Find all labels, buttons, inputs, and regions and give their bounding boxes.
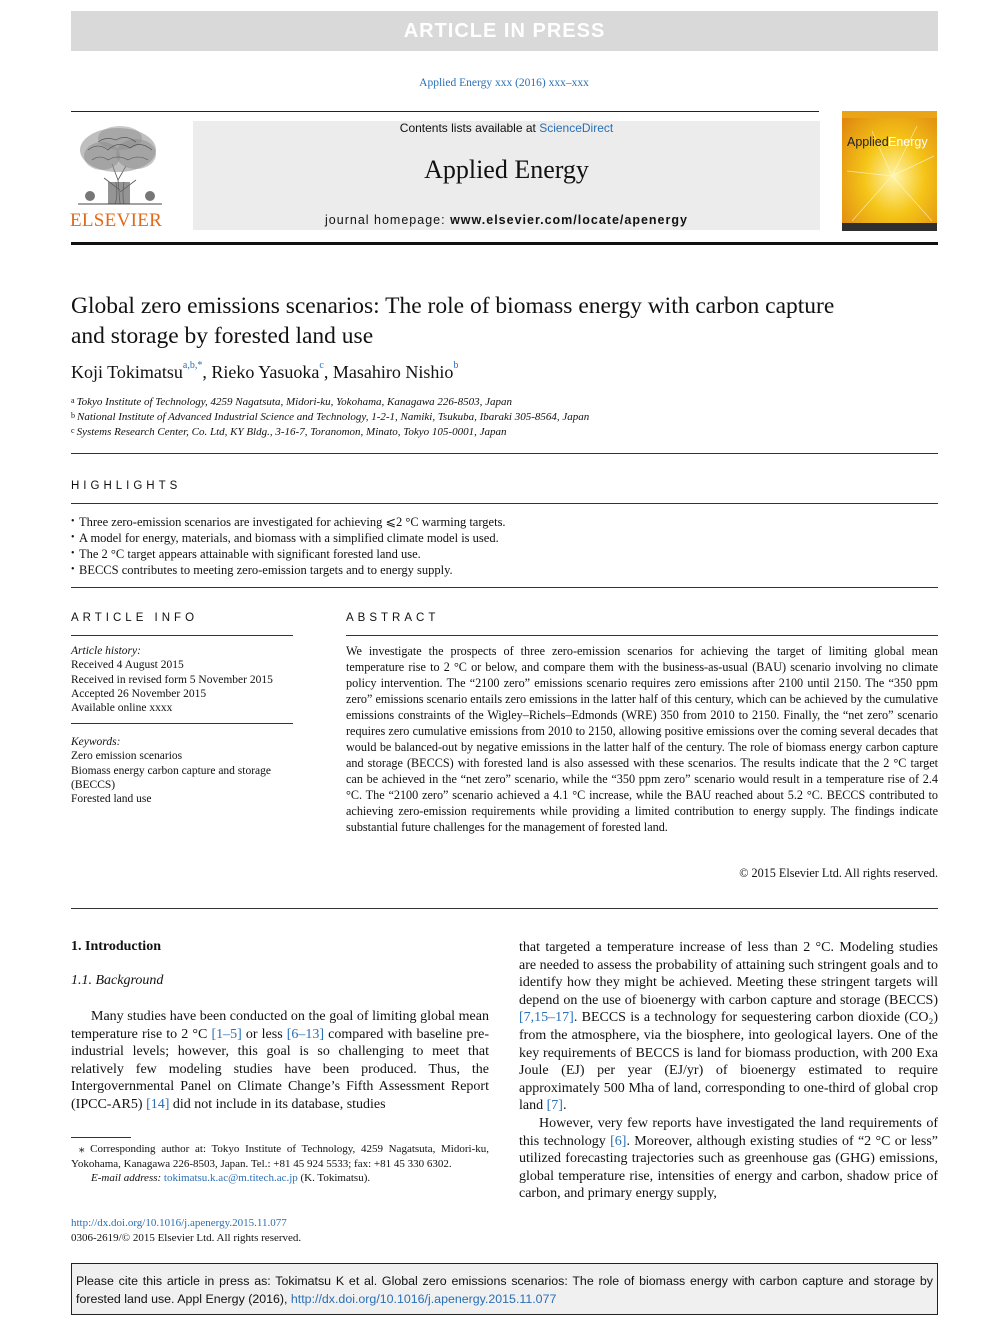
article-title: Global zero emissions scenarios: The role of biomass energy with carbon capture and storage by forested land use bbox=[71, 293, 835, 349]
citation-doi-link[interactable]: http://dx.doi.org/10.1016/j.apenergy.2015.11.077 bbox=[290, 1292, 557, 1306]
revised-date: Received in revised form 5 November 2015 bbox=[71, 673, 273, 686]
affiliation-a bbox=[71, 396, 871, 408]
author-separator: , bbox=[323, 362, 333, 382]
keyword: (BECCS) bbox=[71, 778, 116, 791]
article-in-press-banner: ARTICLE IN PRESS bbox=[71, 11, 938, 51]
email-link[interactable]: tokimatsu.k.ac@m.titech.ac.jp bbox=[163, 1172, 298, 1184]
affiliation-text: Tokyo Institute of Technology, 4259 Nagatsuta, Midori-ku, Yokohama, Kanagawa 226-8503, Japan bbox=[76, 396, 512, 408]
citation-box bbox=[71, 1263, 938, 1315]
text-run: that targeted a temperature increase of less than 2 °C. Modeling studies are needed to assess the probability of attaining such stringent goals and to identify how they might be achieved. Meeting these stringent targets will depend on the use of bioenergy with carbon capture and storage (BECCS) bbox=[519, 940, 938, 1008]
highlights-label: HIGHLIGHTS bbox=[71, 480, 182, 492]
article-info-column bbox=[71, 644, 293, 715]
text-run: However, very few reports have investigated the land requirements of this technology bbox=[519, 1115, 938, 1149]
subsection-heading-background: 1.1. Background bbox=[71, 973, 164, 988]
intro-paragraph-left bbox=[71, 1008, 489, 1114]
journal-name: Applied Energy bbox=[424, 155, 589, 184]
received-date: Received 4 August 2015 bbox=[71, 659, 184, 672]
homepage-url-link[interactable]: www.elsevier.com/locate/apenergy bbox=[450, 213, 688, 227]
keyword: Biomass energy carbon capture and storage bbox=[71, 764, 272, 777]
keywords-rule bbox=[71, 723, 293, 724]
highlights-bottom-rule bbox=[71, 587, 938, 588]
journal-reference-link[interactable]: Applied Energy xxx (2016) xxx–xxx bbox=[419, 77, 589, 89]
highlights-list bbox=[71, 514, 938, 578]
citation-link[interactable]: [1–5] bbox=[211, 1026, 242, 1042]
abstract-rule bbox=[346, 635, 938, 636]
affiliation-mark: c bbox=[71, 426, 75, 435]
citation-link[interactable]: [7] bbox=[546, 1098, 563, 1114]
abstract-label: ABSTRACT bbox=[346, 612, 440, 624]
keyword: Zero emission scenarios bbox=[71, 750, 183, 763]
corresponding-author-footnote bbox=[71, 1142, 489, 1186]
text-run: . BECCS is a technology for sequestering carbon dioxide (CO₂) from the atmosphere, via the biosphere, into geological layers. One of the key requirements of BECCS is land for biomass production, with 200 Exa Joule (EJ) per year (EJ/yr) of bioenergy estimated to require approximately 500 Mha of land, corresponding to one-third of global crop land bbox=[519, 1010, 938, 1114]
issn-copyright: 0306-2619/© 2015 Elsevier Ltd. All rights reserved. bbox=[71, 1232, 302, 1244]
abstract-bottom-rule bbox=[71, 908, 938, 909]
email-line bbox=[71, 1171, 489, 1186]
article-info-label: ARTICLE INFO bbox=[71, 612, 199, 624]
author-affiliation-mark[interactable]: c bbox=[319, 360, 324, 371]
highlight-item: • A model for energy, materials, and biomass with a simplified climate model is used. bbox=[71, 530, 938, 546]
highlights-rule bbox=[71, 503, 938, 504]
elsevier-wordmark: ELSEVIER bbox=[70, 210, 163, 231]
corresponding-author-text: ⁎ Corresponding author at: Tokyo Institute of Technology, 4259 Nagatsuta, Midori-ku, Yokohama, Kanagawa 226-8503, Japan. Tel.: +81 45 924 5533; fax: +81 45 330 6302. bbox=[71, 1143, 489, 1170]
affiliation-text: National Institute of Advanced Industrial Science and Technology, 1-2-1, Namiki, Tsukuba, Ibaraki 305-8564, Japan bbox=[77, 411, 590, 423]
homepage-prefix: journal homepage: bbox=[325, 213, 451, 227]
affiliation-c bbox=[71, 426, 871, 438]
doi-link[interactable]: http://dx.doi.org/10.1016/j.apenergy.2015.11.077 bbox=[71, 1217, 287, 1229]
intro-paragraph-right-1 bbox=[519, 939, 938, 1115]
highlight-item: • BECCS contributes to meeting zero-emission targets and to energy supply. bbox=[71, 562, 938, 578]
affiliation-mark: b bbox=[71, 411, 75, 420]
author-name: Koji Tokimatsu bbox=[71, 362, 183, 382]
citation-link[interactable]: [6–13] bbox=[286, 1026, 325, 1042]
author-name: Rieko Yasuoka bbox=[211, 362, 320, 382]
article-info-rule bbox=[71, 635, 293, 636]
author-separator: , bbox=[202, 362, 212, 382]
keywords-label: Keywords: bbox=[71, 736, 121, 748]
online-date: Available online xxxx bbox=[71, 702, 173, 715]
email-suffix: (K. Tokimatsu). bbox=[297, 1172, 371, 1184]
keyword: Forested land use bbox=[71, 793, 152, 806]
affiliation-mark: a bbox=[71, 396, 75, 405]
author-list bbox=[71, 362, 871, 383]
author-affiliation-mark[interactable]: a,b,* bbox=[182, 360, 203, 371]
text-run: or less bbox=[241, 1026, 287, 1042]
text-run: Many studies have been conducted on the goal of limiting global mean temperature rise to 2 °C bbox=[71, 1009, 489, 1042]
doi-block bbox=[71, 1216, 571, 1246]
text-run: compared with baseline pre-industrial levels; however, this goal is so challenging to meet that relatively few modeling studies have been produced. Thus, the Intergovernmental Panel on Climate Change’s Fifth Assessment Report (IPCC-AR5) bbox=[71, 1026, 489, 1112]
contents-prefix: Contents lists available at bbox=[399, 121, 540, 135]
cover-title-applied: Applied bbox=[847, 135, 889, 149]
highlight-item: • Three zero-emission scenarios are investigated for achieving ⩽2 °C warming targets. bbox=[71, 514, 938, 530]
accepted-date: Accepted 26 November 2015 bbox=[71, 687, 207, 700]
text-run: . Moreover, although existing studies of “2 °C or less” utilized forecasting trajectories such as greenhouse gas (GHG) emissions, global temperature rise, intensities of energy and carbon, shadow price of carbon, and primary energy supply, bbox=[519, 1133, 938, 1202]
header-bottom-rule bbox=[71, 242, 938, 245]
sciencedirect-link[interactable]: ScienceDirect bbox=[539, 121, 614, 135]
text-run: did not include in its database, studies bbox=[169, 1096, 386, 1112]
intro-paragraph-right-2 bbox=[519, 1115, 938, 1203]
citation-link[interactable]: [6] bbox=[610, 1133, 627, 1149]
abstract-copyright: © 2015 Elsevier Ltd. All rights reserved. bbox=[739, 866, 938, 880]
author-affiliation-mark[interactable]: b bbox=[453, 360, 459, 371]
text-run: . bbox=[562, 1098, 567, 1114]
intro-right-column bbox=[519, 939, 938, 1203]
header-top-rule bbox=[71, 111, 819, 112]
citation-text: Please cite this article in press as: Tokimatsu K et al. Global zero emissions scenarios: The role of biomass energy with carbon capture and storage by forested land use. Appl Energy (2016), bbox=[76, 1274, 933, 1306]
author-name: Masahiro Nishio bbox=[332, 362, 454, 382]
section-heading-introduction: 1. Introduction bbox=[71, 939, 161, 954]
citation-link[interactable]: [7,15–17] bbox=[519, 1010, 574, 1026]
history-label: Article history: bbox=[71, 645, 141, 657]
highlight-item: • The 2 °C target appears attainable with significant forested land use. bbox=[71, 546, 938, 562]
affiliation-text: Systems Research Center, Co. Ltd, KY Bldg., 3-16-7, Toranomon, Minato, Tokyo 105-0001, Japan bbox=[76, 426, 507, 438]
abstract-text: We investigate the prospects of three zero-emission scenarios for achieving the target of limiting global mean temperature rise to 2 °C or below, and compare them with the business-as-usual (BAU) scenario involving no climate policy intervention. The “2100 zero” emissions scenario requires zero emissions after 2100 until 2150. The “350 ppm zero” emissions scenario entails zero emissions in the latter half of this century, which can be achieved by the cumulative emissions constraints of the Wigley–Richels–Edmonds (WRE) 350 from 2010 to 2150. Finally, the “net zero” scenario requires zero cumulative emissions from 2010 to 2150, allowing positive emissions over the coming several decades that would be balanced-out by negative emissions in the latter half of the century. The role of biomass energy carbon capture and storage (BECCS) with forested land is also assessed with these scenarios. The results indicate that the 2 °C target can be achieved in the “net zero” scenario, while the “350 ppm zero” scenario would result in a temperature rise of 2.4 °C. The “2100 zero” scenario achieved a 4.1 °C increase, while the BAU reached about 5.2 °C. BECCS contributed to achieving zero-emission requirements while providing a limited contribution to energy supply. The findings indicate substantial future challenges for the management of forested land. bbox=[346, 644, 938, 834]
citation-link[interactable]: [14] bbox=[146, 1096, 170, 1112]
journal-cover-thumbnail[interactable] bbox=[842, 111, 937, 231]
email-label: E-mail address: bbox=[91, 1172, 164, 1184]
footnote-rule bbox=[71, 1137, 131, 1138]
highlights-top-rule bbox=[71, 453, 938, 454]
cover-title-energy: Energy bbox=[888, 135, 928, 149]
contents-line bbox=[193, 121, 820, 135]
affiliation-b bbox=[71, 411, 871, 423]
journal-homepage bbox=[193, 213, 820, 227]
keywords-block bbox=[71, 735, 293, 806]
